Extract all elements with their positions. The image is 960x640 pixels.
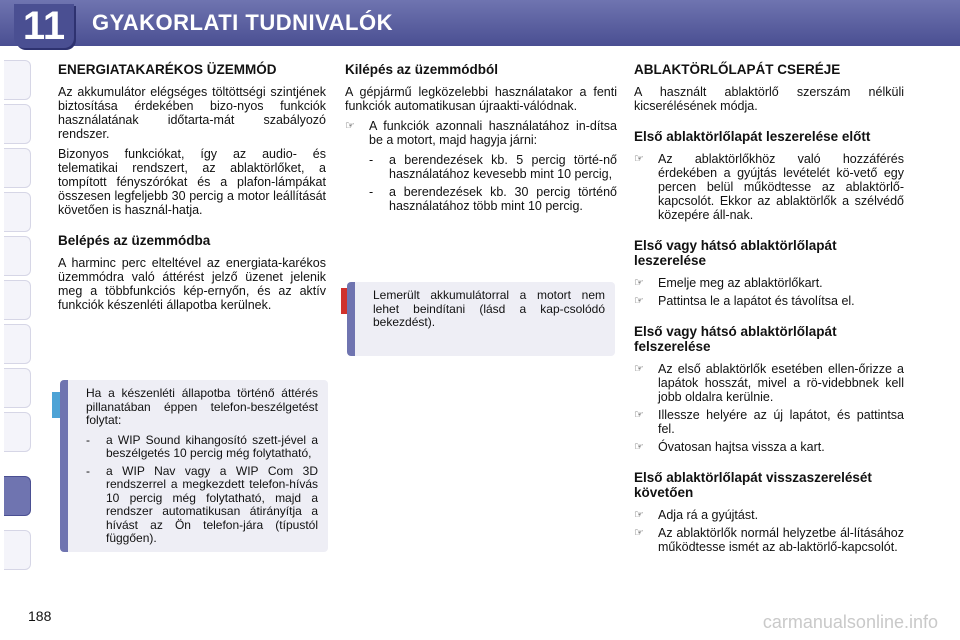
bullet-list — [345, 119, 617, 147]
chapter-number-badge: 11 — [14, 4, 74, 48]
page-title: GYAKORLATI TUDNIVALÓK — [92, 10, 393, 35]
chapter-tab[interactable] — [4, 412, 31, 452]
chapter-tab[interactable] — [4, 368, 31, 408]
paragraph: Az akkumulátor elégséges töltöttségi szintjének biztosítása érdekében bizo-nyos funkciók használatának időtarta-mát szabályozó rendszer. — [58, 85, 326, 141]
list-item: ☞ Óvatosan hajtsa vissza a kart. — [634, 440, 904, 454]
chapter-tab[interactable] — [4, 236, 31, 276]
paragraph: A harminc perc elteltével az energiata-karékos üzemmódra való áttérést jelző üzenet jelenik meg a többfunkciós kép-ernyőn, és az aktív funkciók készenléti állapotba kerülnek. — [58, 256, 326, 312]
column-exit-mode — [345, 62, 617, 219]
chapter-tab[interactable] — [4, 280, 31, 320]
list-item: - a berendezések kb. 30 percig történő használatához több mint 10 percig. — [369, 185, 617, 213]
warning-box — [347, 282, 615, 356]
bullet-list — [634, 152, 904, 222]
bullet-list — [634, 276, 904, 308]
info-list — [86, 434, 318, 546]
list-item: ☞ Az ablaktörlők normál helyzetbe ál-lításához működtesse ismét az ab-laktörlő-kapcsolót. — [634, 526, 904, 554]
column-wiper-replacement — [634, 62, 904, 560]
sub-heading-removal: Első vagy hátsó ablaktörlőlapát leszerelése — [634, 238, 837, 268]
page-number: 188 — [28, 608, 52, 624]
sub-heading-installation: Első vagy hátsó ablaktörlőlapát felszerelése — [634, 324, 837, 354]
chapter-tab[interactable] — [4, 60, 31, 100]
warning-text: Lemerült akkumulátorral a motort nem lehet beindítani (lásd a kap-csolódó bekezdést). — [373, 288, 605, 329]
paragraph: Bizonyos funkciókat, így az audio- és telematikai rendszert, az ablaktörlőket, a tompított fényszórókat és a plafon-lámpákat összesen legfeljebb 30 percig a motor leállítását követően is használ-hatja. — [58, 147, 326, 217]
paragraph: A gépjármű legközelebbi használatakor a fenti funkciók automatikusan újraakti-válódnak. — [345, 85, 617, 113]
chapter-tab[interactable] — [4, 530, 31, 570]
list-item: ☞ A funkciók azonnali használatához in-dítsa be a motort, majd hagyja járni: — [345, 119, 617, 147]
sub-heading-after-installation: Első ablaktörlőlapát visszaszerelését követően — [634, 470, 872, 500]
chapter-tab[interactable] — [4, 148, 31, 188]
bullet-list — [634, 362, 904, 454]
list-item: ☞ Illessze helyére az új lapátot, és pattintsa fel. — [634, 408, 904, 436]
list-item: - a WIP Sound kihangosító szett-jével a beszélgetés 10 percig még folytatható, — [86, 434, 318, 461]
info-text: Ha a készenléti állapotba történő áttérés pillanatában éppen telefon-beszélgetést folytat: — [86, 386, 318, 427]
chapter-tab[interactable] — [4, 192, 31, 232]
list-item: - a WIP Nav vagy a WIP Com 3D rendszerrel a megkezdett telefon-hívás 10 percig még folytatható, majd a rendszer automatikusan átirányítja a hívást az Ön telefon-jára (típustól függően). — [86, 465, 318, 546]
sub-heading-before-removal: Első ablaktörlőlapát leszerelése előtt — [634, 129, 871, 144]
chapter-tab[interactable] — [4, 104, 31, 144]
info-box — [60, 380, 328, 552]
bullet-list — [634, 508, 904, 554]
list-item: ☞ Az első ablaktörlők esetében ellen-őrizze a lapátok hosszát, mivel a rö-videbbnek kell jobb oldalra kerülnie. — [634, 362, 904, 404]
list-item: ☞ Emelje meg az ablaktörlőkart. — [634, 276, 904, 290]
section-heading-exit-mode: Kilépés az üzemmódból — [345, 62, 499, 77]
chapter-tabs — [0, 60, 34, 580]
chapter-tab[interactable] — [4, 324, 31, 364]
list-item: ☞ Adja rá a gyújtást. — [634, 508, 904, 522]
list-item: - a berendezések kb. 5 percig törté-nő használatához kevesebb mint 10 percig, — [369, 153, 617, 181]
list-item: ☞ Pattintsa le a lapátot és távolítsa el. — [634, 294, 904, 308]
column-energy-saving — [58, 62, 326, 318]
watermark: carmanualsonline.info — [762, 612, 938, 632]
dash-list — [345, 153, 617, 213]
section-heading-wiper-replacement: ABLAKTÖRLŐLAPÁT CSERÉJE — [634, 62, 841, 77]
paragraph: A használt ablaktörlő szerszám nélküli kicserélésének módja. — [634, 85, 904, 113]
list-item: ☞ Az ablaktörlőkhöz való hozzáférés érdekében a gyújtás levételét kö-vető egy percen belül működtesse az ablaktörlő-kapcsolót. Ekkor az ablaktörlők a szélvédő közepére áll-nak. — [634, 152, 904, 222]
chapter-tab-active[interactable] — [4, 476, 31, 516]
sub-heading-entering-mode: Belépés az üzemmódba — [58, 233, 211, 248]
header-bar — [0, 0, 960, 46]
section-heading-energy-saving: ENERGIATAKARÉKOS ÜZEMMÓD — [58, 62, 277, 77]
